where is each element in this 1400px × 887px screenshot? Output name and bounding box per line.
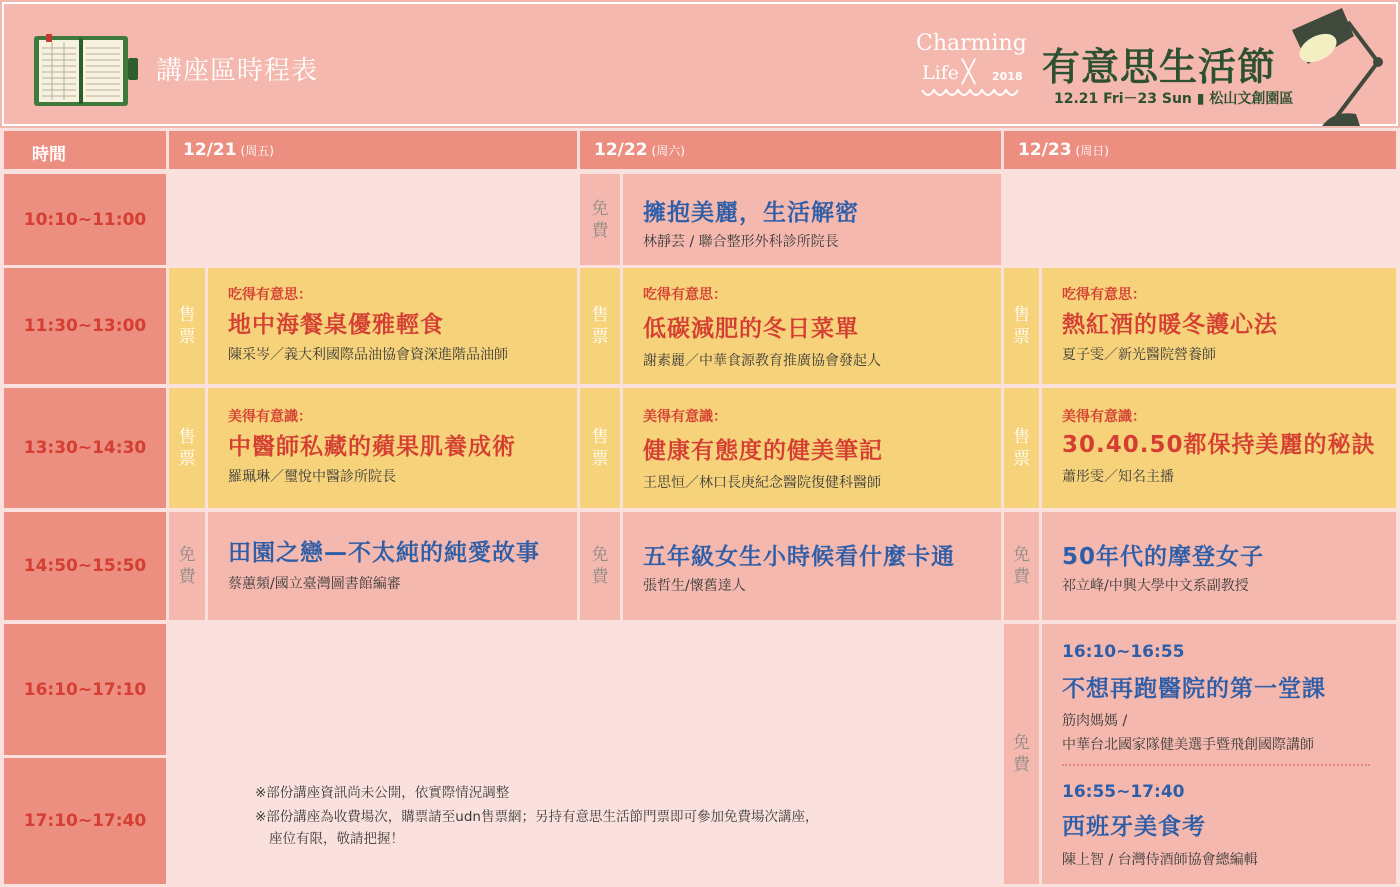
logo-x-mark: ╳ — [962, 60, 976, 85]
session-speaker: 張哲生/懷舊達人 — [643, 578, 746, 594]
dotted-divider — [1062, 764, 1370, 766]
session-speaker: 筋肉媽媽 / — [1062, 713, 1128, 729]
session-speaker: 夏子雯／新光醫院營養師 — [1062, 347, 1216, 363]
column-header-day2 — [580, 131, 1001, 169]
free-badge: 免費 — [580, 174, 620, 265]
note-line: ※部份講座為收費場次，購票請至udn售票網；另持有意思生活節門票即可參加免費場次講座， — [255, 809, 819, 825]
column-header-day3 — [1004, 131, 1396, 169]
session-speaker: 蔡蕙頻/國立臺灣圖書館編審 — [228, 576, 401, 592]
session-speaker: 羅珮琳／璽悅中醫診所院長 — [228, 469, 396, 485]
session-title: 西班牙美食考 — [1062, 814, 1206, 840]
desk-lamp-icon — [1282, 2, 1398, 126]
session-card-double — [1042, 624, 1396, 884]
time-slot-2: 11:30~13:00 — [4, 268, 166, 384]
free-badge: 免費 — [1004, 624, 1039, 884]
session-card — [623, 174, 1001, 265]
session-title: 田園之戀—不太純的純愛故事 — [228, 540, 540, 566]
day2-weekday: (周六) — [651, 144, 685, 158]
logo-year: 2018 — [992, 70, 1023, 83]
paid-badge: 售票 — [169, 268, 205, 384]
paid-badge: 售票 — [169, 388, 205, 508]
session-title: 低碳減肥的冬日菜單 — [643, 316, 859, 342]
session-card — [623, 388, 1001, 508]
session-speaker: 陳上智 / 台灣侍酒師協會總編輯 — [1062, 852, 1258, 868]
free-badge: 免費 — [580, 512, 620, 620]
time-slot-5: 16:10~17:10 — [4, 624, 166, 755]
session-title: 地中海餐桌優雅輕食 — [228, 312, 444, 338]
session-subtime: 16:55~17:40 — [1062, 782, 1185, 802]
time-slot-3: 13:30~14:30 — [4, 388, 166, 508]
note-line: 座位有限，敬請把握！ — [269, 831, 404, 847]
empty-cell — [1004, 174, 1396, 265]
paid-badge: 售票 — [580, 388, 620, 508]
session-card — [1042, 512, 1396, 620]
logo-charming: Charming — [916, 31, 1027, 56]
time-slot-6: 17:10~17:40 — [4, 758, 166, 884]
session-title: 50年代的摩登女子 — [1062, 544, 1265, 570]
session-subtime: 16:10~16:55 — [1062, 642, 1185, 662]
session-card — [208, 512, 577, 620]
day3-weekday: (周日) — [1075, 144, 1109, 158]
paid-badge: 售票 — [1004, 268, 1039, 384]
session-speaker: 謝素麗／中華食源教育推廣協會發起人 — [643, 353, 881, 369]
free-badge: 免費 — [1004, 512, 1039, 620]
session-speaker: 祁立峰/中興大學中文系副教授 — [1062, 578, 1249, 594]
session-card — [208, 268, 577, 384]
session-title: 熱紅酒的暖冬護心法 — [1062, 312, 1278, 338]
time-slot-4: 14:50~15:50 — [4, 512, 166, 620]
page-title: 講座區時程表 — [156, 56, 319, 86]
paid-badge: 售票 — [1004, 388, 1039, 508]
session-speaker: 蕭彤雯／知名主播 — [1062, 469, 1174, 485]
session-category: 美得有意識： — [228, 409, 312, 425]
note-line: ※部份講座資訊尚未公開，依實際情況調整 — [255, 785, 510, 801]
book-icon — [34, 34, 138, 108]
session-title: 30.40.50都保持美麗的秘訣 — [1062, 432, 1376, 458]
session-category: 美得有意識： — [643, 409, 727, 425]
column-header-time — [4, 131, 166, 169]
session-card — [208, 388, 577, 508]
session-speaker: 陳采岑／義大利國際品油協會資深進階品油師 — [228, 347, 508, 363]
session-category: 吃得有意思： — [228, 287, 312, 303]
column-header-day1 — [169, 131, 577, 169]
session-category: 吃得有意思： — [1062, 287, 1146, 303]
session-title: 中醫師私藏的蘋果肌養成術 — [228, 434, 516, 460]
session-card — [623, 512, 1001, 620]
day3-date: 12/23 — [1018, 140, 1072, 160]
session-title: 不想再跑醫院的第一堂課 — [1062, 676, 1326, 702]
session-card — [1042, 268, 1396, 384]
column-header-time-label: 時間 — [32, 145, 66, 165]
session-speaker: 王思恒／林口長庚紀念醫院復健科醫師 — [643, 475, 881, 491]
notes-area — [169, 624, 1001, 884]
session-card — [623, 268, 1001, 384]
day2-date: 12/22 — [594, 140, 648, 160]
session-speaker: 中華台北國家隊健美選手暨飛創國際講師 — [1062, 737, 1314, 753]
session-title: 健康有態度的健美筆記 — [643, 438, 883, 464]
day1-weekday: (周五) — [240, 144, 274, 158]
session-category: 吃得有意思： — [643, 287, 727, 303]
session-category: 美得有意識： — [1062, 409, 1146, 425]
day1-date: 12/21 — [183, 140, 237, 160]
event-dates: 12.21 Fri－23 Sun ▮ 松山文創園區 — [1054, 91, 1294, 107]
empty-cell — [169, 174, 577, 265]
session-speaker: 林靜芸 / 聯合整形外科診所院長 — [643, 234, 839, 250]
session-title: 五年級女生小時候看什麼卡通 — [643, 544, 955, 570]
session-card — [1042, 388, 1396, 508]
event-title: 有意思生活節 — [1042, 44, 1277, 89]
logo-scallop-ornament — [920, 86, 1024, 100]
paid-badge: 售票 — [580, 268, 620, 384]
session-title: 擁抱美麗，生活解密 — [643, 200, 859, 226]
logo-life: Life — [922, 62, 959, 84]
time-slot-1: 10:10~11:00 — [4, 174, 166, 265]
free-badge: 免費 — [169, 512, 205, 620]
